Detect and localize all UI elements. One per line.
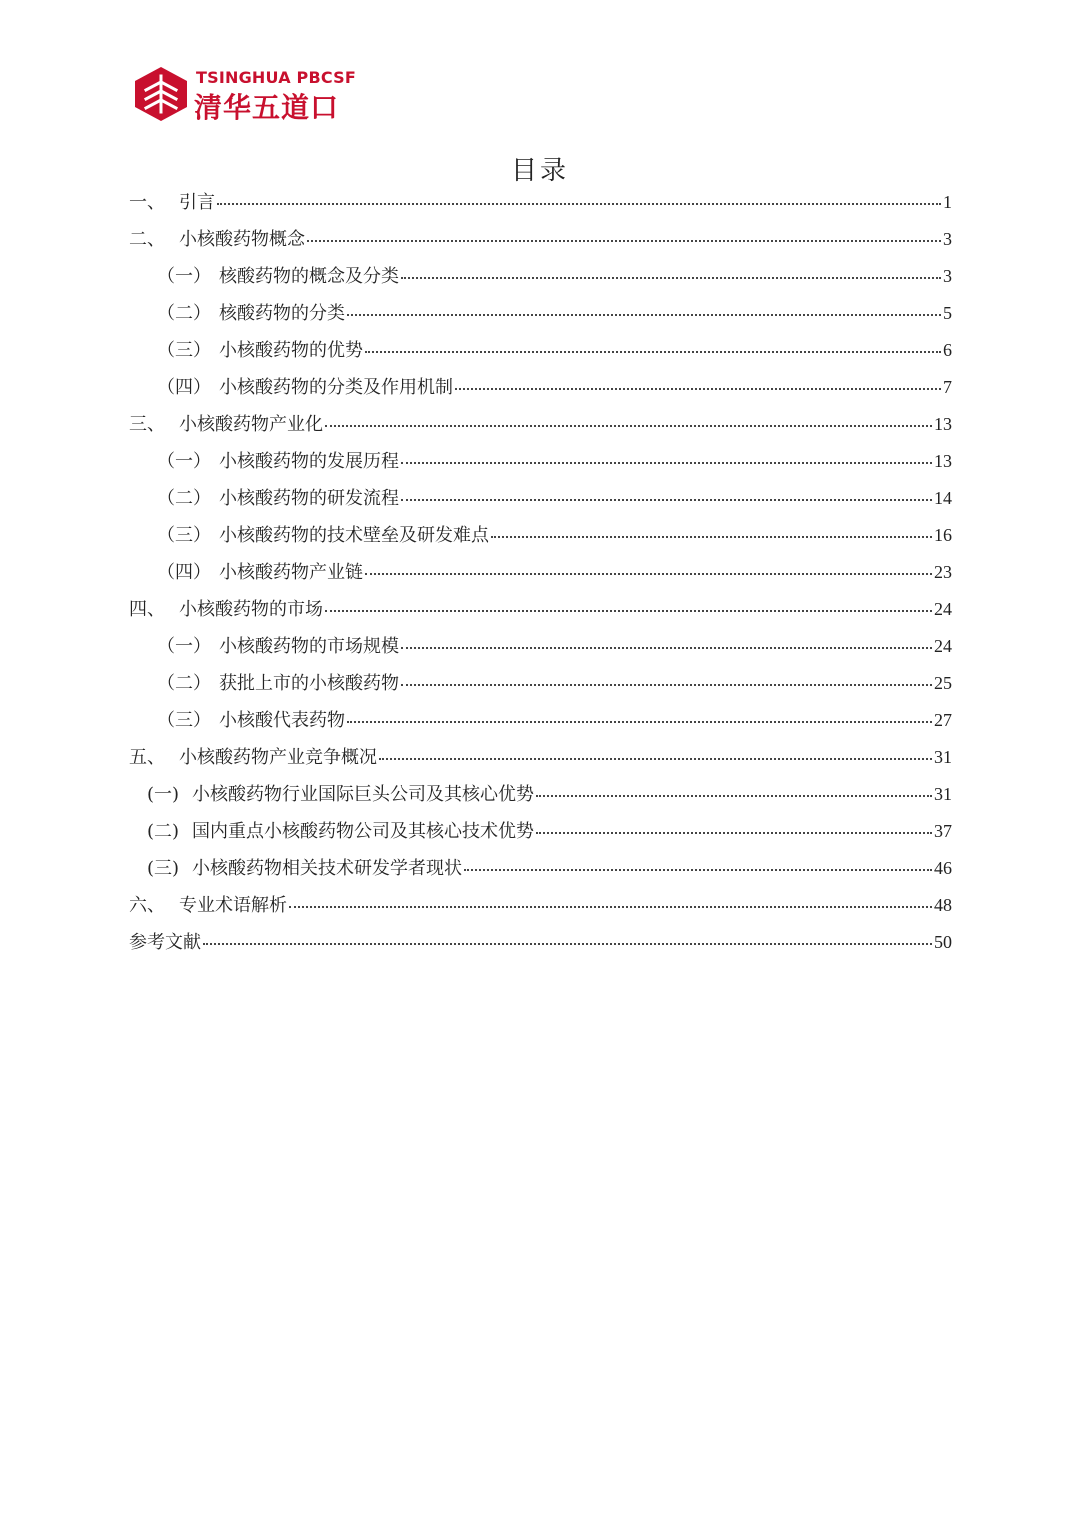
toc-entry[interactable] xyxy=(129,850,952,887)
toc-leader-dots xyxy=(325,425,932,427)
toc-entry-page: 24 xyxy=(934,599,952,619)
toc-entry[interactable] xyxy=(129,591,952,628)
logo xyxy=(134,66,364,124)
toc-entry-page: 27 xyxy=(934,710,952,730)
toc-entry-number: （一） xyxy=(157,266,211,287)
logo-name-cn: 清华五道口 xyxy=(194,91,340,124)
toc-entry-number: （一） xyxy=(157,636,211,657)
toc-entry-number: （四） xyxy=(157,377,211,398)
toc-entry-page: 25 xyxy=(934,673,952,693)
toc-entry[interactable] xyxy=(129,665,952,702)
toc-entry-number: 四、 xyxy=(129,599,165,620)
toc-entry[interactable] xyxy=(129,813,952,850)
toc-leader-dots xyxy=(401,684,932,686)
logo-name-en: TSINGHUA PBCSF xyxy=(196,68,356,87)
toc-entry[interactable] xyxy=(129,739,952,776)
toc-entry-number: (三) xyxy=(147,858,180,879)
toc-entry-number: 三、 xyxy=(129,414,165,435)
toc-entry-page: 46 xyxy=(934,858,952,878)
toc-entry[interactable] xyxy=(129,184,952,221)
toc-entry-page: 24 xyxy=(934,636,952,656)
toc-entry-number: （一） xyxy=(157,451,211,472)
toc-entry-page: 13 xyxy=(934,451,952,471)
toc-entry-number: （二） xyxy=(157,488,211,509)
toc-entry-label: 小核酸药物产业化 xyxy=(179,414,323,435)
toc-leader-dots xyxy=(401,462,932,464)
toc-entry-page: 37 xyxy=(934,821,952,841)
toc-entry[interactable] xyxy=(129,443,952,480)
toc-leader-dots xyxy=(464,869,932,871)
pbcsf-emblem-icon xyxy=(134,66,188,122)
toc-entry-label: 参考文献 xyxy=(129,932,201,953)
toc-title: 目录 xyxy=(510,156,569,186)
toc-entry-page: 13 xyxy=(934,414,952,434)
toc-leader-dots xyxy=(401,499,932,501)
table-of-contents xyxy=(129,184,952,961)
toc-entry-number: (二) xyxy=(147,821,180,842)
toc-entry-page: 16 xyxy=(934,525,952,545)
toc-leader-dots xyxy=(325,610,932,612)
toc-entry[interactable] xyxy=(129,887,952,924)
toc-leader-dots xyxy=(455,388,941,390)
toc-entry[interactable] xyxy=(129,406,952,443)
toc-entry-label: 小核酸药物的发展历程 xyxy=(219,451,399,472)
toc-leader-dots xyxy=(307,240,941,242)
toc-entry-label: 小核酸药物的市场规模 xyxy=(219,636,399,657)
toc-entry[interactable] xyxy=(129,924,952,961)
toc-entry-number: 一、 xyxy=(129,192,165,213)
toc-entry-label: 小核酸药物相关技术研发学者现状 xyxy=(192,858,462,879)
toc-entry-number: （三） xyxy=(157,340,211,361)
toc-entry-label: 小核酸药物的研发流程 xyxy=(219,488,399,509)
toc-entry-label: 小核酸药物的技术壁垒及研发难点 xyxy=(219,525,489,546)
toc-entry-label: 国内重点小核酸药物公司及其核心技术优势 xyxy=(192,821,534,842)
toc-entry-label: 小核酸代表药物 xyxy=(219,710,345,731)
toc-entry-label: 核酸药物的分类 xyxy=(219,303,345,324)
toc-leader-dots xyxy=(203,943,932,945)
toc-entry-page: 5 xyxy=(943,303,952,323)
toc-leader-dots xyxy=(491,536,932,538)
toc-leader-dots xyxy=(347,721,932,723)
toc-entry-page: 3 xyxy=(943,229,952,249)
toc-leader-dots xyxy=(536,832,932,834)
toc-entry-label: 核酸药物的概念及分类 xyxy=(219,266,399,287)
toc-entry-number: 六、 xyxy=(129,895,165,916)
toc-entry-page: 1 xyxy=(943,192,952,212)
toc-entry-label: 小核酸药物的市场 xyxy=(179,599,323,620)
toc-entry[interactable] xyxy=(129,480,952,517)
toc-entry-label: 获批上市的小核酸药物 xyxy=(219,673,399,694)
toc-entry[interactable] xyxy=(129,554,952,591)
toc-entry-number: （四） xyxy=(157,562,211,583)
toc-entry[interactable] xyxy=(129,258,952,295)
toc-entry-label: 小核酸药物的分类及作用机制 xyxy=(219,377,453,398)
toc-entry-page: 6 xyxy=(943,340,952,360)
toc-entry-page: 7 xyxy=(943,377,952,397)
toc-leader-dots xyxy=(401,647,932,649)
toc-entry-label: 专业术语解析 xyxy=(179,895,287,916)
toc-leader-dots xyxy=(217,203,941,205)
toc-entry-number: （二） xyxy=(157,673,211,694)
toc-leader-dots xyxy=(379,758,932,760)
toc-leader-dots xyxy=(401,277,941,279)
toc-entry-number: (一) xyxy=(147,784,180,805)
toc-entry-label: 小核酸药物行业国际巨头公司及其核心优势 xyxy=(192,784,534,805)
toc-leader-dots xyxy=(365,573,932,575)
toc-entry-label: 小核酸药物概念 xyxy=(179,229,305,250)
toc-entry-page: 3 xyxy=(943,266,952,286)
toc-entry-page: 14 xyxy=(934,488,952,508)
toc-entry-page: 31 xyxy=(934,784,952,804)
toc-entry[interactable] xyxy=(129,776,952,813)
toc-entry-page: 50 xyxy=(934,932,952,952)
toc-leader-dots xyxy=(365,351,941,353)
toc-entry[interactable] xyxy=(129,369,952,406)
toc-entry[interactable] xyxy=(129,332,952,369)
toc-entry-number: （二） xyxy=(157,303,211,324)
toc-leader-dots xyxy=(536,795,932,797)
toc-leader-dots xyxy=(347,314,941,316)
toc-entry[interactable] xyxy=(129,295,952,332)
toc-entry[interactable] xyxy=(129,517,952,554)
toc-entry[interactable] xyxy=(129,702,952,739)
toc-entry-page: 48 xyxy=(934,895,952,915)
toc-entry-label: 小核酸药物产业竞争概况 xyxy=(179,747,377,768)
toc-entry-number: （三） xyxy=(157,525,211,546)
toc-entry[interactable] xyxy=(129,628,952,665)
toc-entry-number: （三） xyxy=(157,710,211,731)
toc-entry-number: 二、 xyxy=(129,229,165,250)
toc-leader-dots xyxy=(289,906,932,908)
toc-entry-label: 小核酸药物的优势 xyxy=(219,340,363,361)
toc-entry-number: 五、 xyxy=(129,747,165,768)
toc-entry-label: 引言 xyxy=(179,192,215,213)
toc-entry[interactable] xyxy=(129,221,952,258)
toc-entry-page: 31 xyxy=(934,747,952,767)
toc-entry-label: 小核酸药物产业链 xyxy=(219,562,363,583)
toc-entry-page: 23 xyxy=(934,562,952,582)
